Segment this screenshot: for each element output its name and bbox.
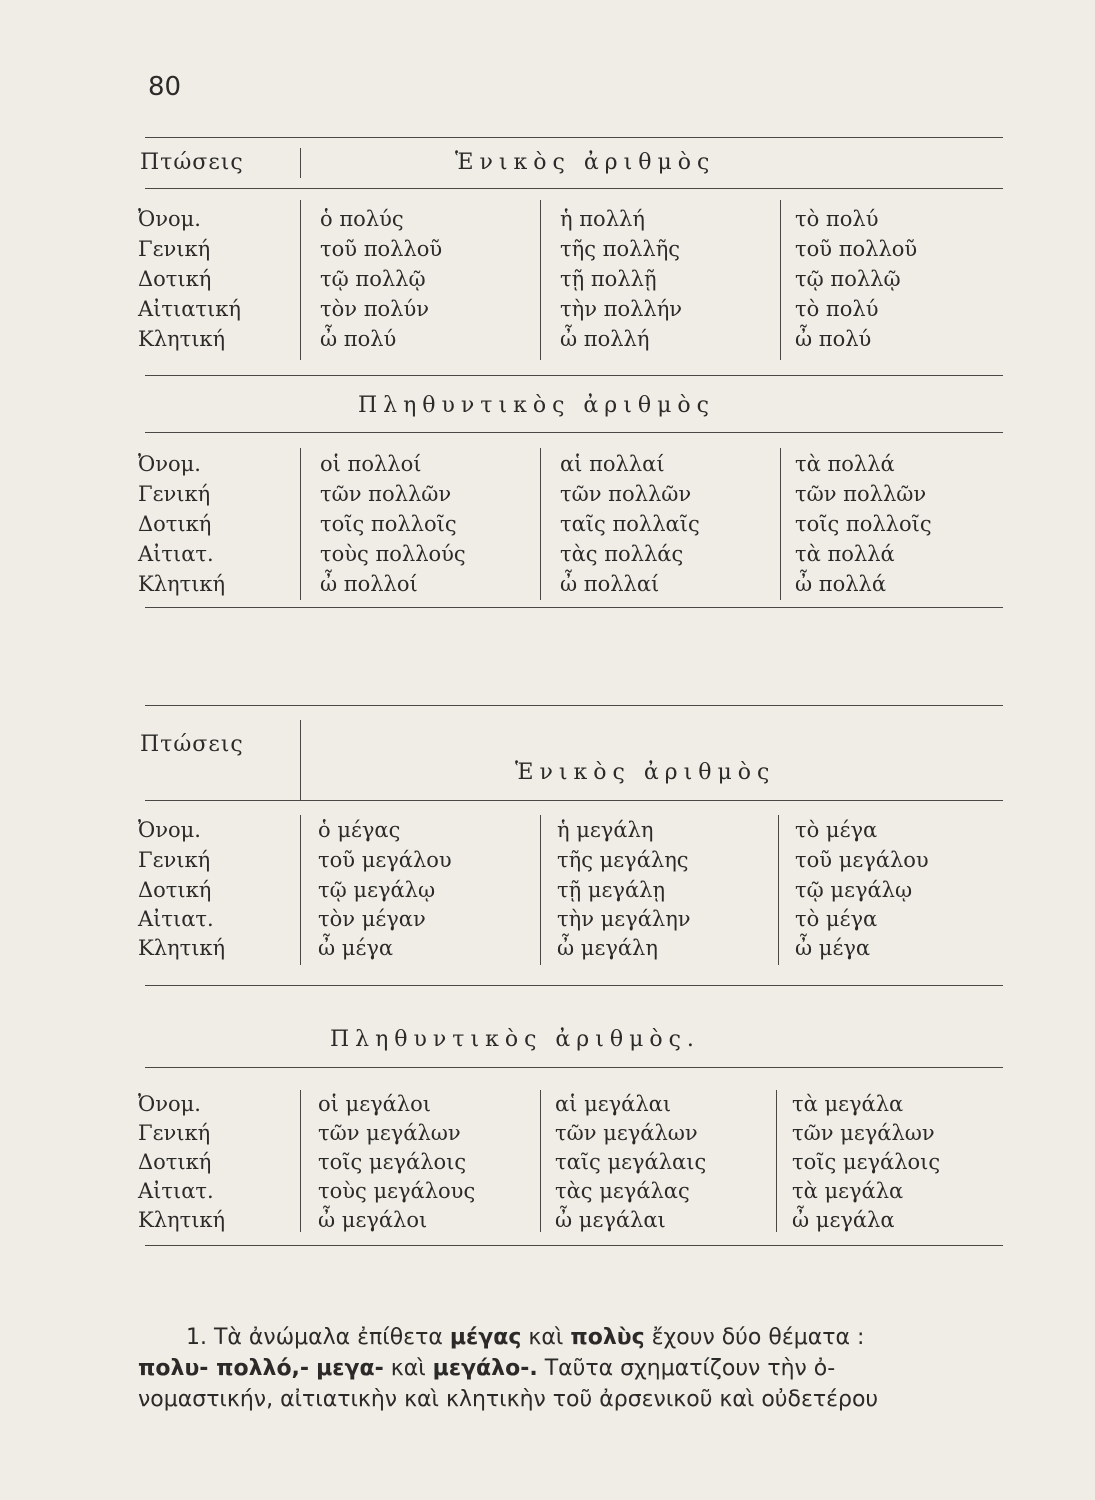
neuter-form: τὸ πολύ bbox=[795, 297, 879, 321]
case-label: Αἰτιατ. bbox=[138, 542, 214, 566]
column-divider bbox=[780, 200, 781, 360]
column-divider bbox=[540, 200, 541, 360]
note-bold-term: πολὺς bbox=[570, 1325, 645, 1350]
feminine-form: τῆς πολλῆς bbox=[560, 237, 681, 261]
neuter-form: τὰ μεγάλα bbox=[792, 1092, 904, 1116]
case-label: Αἰτιατ. bbox=[138, 1179, 214, 1203]
masculine-form: τὸν μέγαν bbox=[318, 907, 426, 931]
note-line-1 bbox=[138, 1322, 1018, 1353]
masculine-form: ὦ μέγα bbox=[318, 936, 394, 960]
case-label: Κλητική bbox=[138, 936, 226, 960]
feminine-form: αἱ πολλαί bbox=[560, 452, 665, 476]
masculine-form: ὦ πολλοί bbox=[320, 572, 418, 596]
cases-header: Πτώσεις bbox=[140, 150, 244, 175]
neuter-form: ὦ μέγα bbox=[795, 936, 871, 960]
masculine-form: τοῖς πολλοῖς bbox=[320, 512, 457, 536]
table-rule bbox=[145, 432, 1003, 433]
column-divider bbox=[540, 448, 541, 600]
case-label: Γενική bbox=[138, 482, 211, 506]
plural-title: Πληθυντικὸς ἀριθμὸς. bbox=[330, 1027, 700, 1052]
feminine-form: ταῖς μεγάλαις bbox=[555, 1150, 707, 1174]
masculine-form: τοῦ πολλοῦ bbox=[320, 237, 443, 261]
footnote-paragraph bbox=[138, 1322, 1018, 1415]
feminine-form: ὦ πολλή bbox=[560, 327, 650, 351]
neuter-form: τῷ πολλῷ bbox=[795, 267, 901, 291]
masculine-form: τῷ πολλῷ bbox=[320, 267, 426, 291]
note-bold-term: μεγα- bbox=[316, 1356, 384, 1381]
masculine-form: τοῦ μεγάλου bbox=[318, 848, 452, 872]
note-text: καὶ bbox=[521, 1325, 571, 1350]
plural-title: Πληθυντικὸς ἀριθμὸς bbox=[358, 393, 715, 418]
masculine-form: τῶν πολλῶν bbox=[320, 482, 452, 506]
column-divider bbox=[300, 1090, 301, 1232]
table-rule bbox=[145, 1245, 1003, 1246]
table-rule bbox=[145, 375, 1003, 376]
feminine-form: τῇ πολλῇ bbox=[560, 267, 657, 291]
masculine-form: τῶν μεγάλων bbox=[318, 1121, 461, 1145]
note-text: καὶ bbox=[383, 1356, 433, 1381]
table-rule bbox=[145, 137, 1003, 138]
case-label: Ὀνομ. bbox=[138, 1092, 201, 1116]
feminine-form: τῶν πολλῶν bbox=[560, 482, 692, 506]
neuter-form: τῷ μεγάλῳ bbox=[795, 878, 913, 902]
neuter-form: τοῦ μεγάλου bbox=[795, 848, 929, 872]
feminine-form: τῆς μεγάλης bbox=[557, 848, 689, 872]
table-rule bbox=[145, 1067, 1003, 1068]
neuter-form: τῶν πολλῶν bbox=[795, 482, 927, 506]
singular-title: Ἑνικὸς ἀριθμὸς bbox=[455, 150, 716, 175]
table-rule bbox=[145, 705, 1003, 706]
masculine-form: τῷ μεγάλῳ bbox=[318, 878, 436, 902]
neuter-form: τὸ πολύ bbox=[795, 207, 879, 231]
header-divider bbox=[300, 148, 301, 178]
header-divider bbox=[300, 720, 301, 800]
neuter-form: τὸ μέγα bbox=[795, 818, 878, 842]
neuter-form: ὦ πολλά bbox=[795, 572, 887, 596]
column-divider bbox=[300, 448, 301, 600]
cases-header: Πτώσεις bbox=[140, 732, 244, 757]
masculine-form: τοῖς μεγάλοις bbox=[318, 1150, 467, 1174]
case-label: Ὀνομ. bbox=[138, 207, 201, 231]
note-text bbox=[309, 1356, 316, 1381]
feminine-form: ὦ μεγάλη bbox=[557, 936, 658, 960]
case-label: Κλητική bbox=[138, 1208, 226, 1232]
masculine-form: οἱ πολλοί bbox=[320, 452, 422, 476]
case-label: Γενική bbox=[138, 1121, 211, 1145]
neuter-form: τὸ μέγα bbox=[795, 907, 878, 931]
feminine-form: τὰς μεγάλας bbox=[555, 1179, 690, 1203]
column-divider bbox=[780, 448, 781, 600]
case-label: Αἰτιατ. bbox=[138, 907, 214, 931]
neuter-form: τὰ πολλά bbox=[795, 542, 895, 566]
note-line-3: νομαστικήν, αἰτιατικὴν καὶ κλητικὴν τοῦ ἀρσενικοῦ καὶ οὐδετέρου bbox=[138, 1387, 879, 1412]
feminine-form: αἱ μεγάλαι bbox=[555, 1092, 672, 1116]
masculine-form: ὦ πολύ bbox=[320, 327, 397, 351]
feminine-form: ὦ μεγάλαι bbox=[555, 1208, 666, 1232]
case-label: Δοτική bbox=[138, 512, 212, 536]
note-text: Ταῦτα σχηματίζουν τὴν ὀ- bbox=[537, 1356, 836, 1381]
neuter-form: ὦ μεγάλα bbox=[792, 1208, 895, 1232]
masculine-form: ὦ μεγάλοι bbox=[318, 1208, 428, 1232]
case-label: Γενική bbox=[138, 237, 211, 261]
feminine-form: τὴν πολλήν bbox=[560, 297, 683, 321]
case-label: Δοτική bbox=[138, 878, 212, 902]
column-divider bbox=[300, 200, 301, 360]
feminine-form: ἡ πολλή bbox=[560, 207, 645, 231]
feminine-form: ταῖς πολλαῖς bbox=[560, 512, 700, 536]
note-bold-term: μεγάλο-. bbox=[432, 1356, 538, 1381]
masculine-form: τὸν πολύν bbox=[320, 297, 429, 321]
note-text: ἔχουν δύο θέματα : bbox=[644, 1325, 865, 1350]
neuter-form: τοῖς μεγάλοις bbox=[792, 1150, 941, 1174]
masculine-form: τοὺς πολλούς bbox=[320, 542, 466, 566]
feminine-form: τῇ μεγάλῃ bbox=[557, 878, 666, 902]
note-line-2 bbox=[138, 1353, 1018, 1384]
note-bold-term: πολυ- πολλό,- bbox=[138, 1356, 310, 1381]
column-divider bbox=[540, 1090, 541, 1232]
table-rule bbox=[145, 188, 1003, 189]
neuter-form: τὰ πολλά bbox=[795, 452, 895, 476]
masculine-form: τοὺς μεγάλους bbox=[318, 1179, 476, 1203]
note-bold-term: μέγας bbox=[449, 1325, 522, 1350]
table-rule bbox=[145, 800, 1003, 801]
case-label: Δοτική bbox=[138, 1150, 212, 1174]
note-text: 1. Τὰ ἀνώμαλα ἐπίθετα bbox=[186, 1325, 450, 1350]
masculine-form: ὁ πολύς bbox=[320, 207, 404, 231]
neuter-form: ὦ πολύ bbox=[795, 327, 872, 351]
feminine-form: ἡ μεγάλη bbox=[557, 818, 654, 842]
masculine-form: οἱ μεγάλοι bbox=[318, 1092, 431, 1116]
column-divider bbox=[300, 815, 301, 965]
case-label: Δοτική bbox=[138, 267, 212, 291]
neuter-form: τὰ μεγάλα bbox=[792, 1179, 904, 1203]
masculine-form: ὁ μέγας bbox=[318, 818, 401, 842]
column-divider bbox=[540, 815, 541, 965]
singular-title: Ἑνικὸς ἀριθμὸς bbox=[515, 760, 776, 785]
case-label: Γενική bbox=[138, 848, 211, 872]
feminine-form: τὰς πολλάς bbox=[560, 542, 684, 566]
case-label: Ὀνομ. bbox=[138, 818, 201, 842]
feminine-form: τὴν μεγάλην bbox=[557, 907, 691, 931]
case-label: Κλητική bbox=[138, 327, 226, 351]
case-label: Κλητική bbox=[138, 572, 226, 596]
neuter-form: τοῖς πολλοῖς bbox=[795, 512, 932, 536]
column-divider bbox=[776, 1090, 777, 1232]
table-rule bbox=[145, 607, 1003, 608]
column-divider bbox=[778, 815, 779, 965]
page-number: 80 bbox=[148, 72, 182, 102]
table-rule bbox=[145, 985, 1003, 986]
feminine-form: τῶν μεγάλων bbox=[555, 1121, 698, 1145]
neuter-form: τῶν μεγάλων bbox=[792, 1121, 935, 1145]
neuter-form: τοῦ πολλοῦ bbox=[795, 237, 918, 261]
feminine-form: ὦ πολλαί bbox=[560, 572, 660, 596]
case-label: Ὀνομ. bbox=[138, 452, 201, 476]
case-label: Αἰτιατική bbox=[138, 297, 241, 321]
